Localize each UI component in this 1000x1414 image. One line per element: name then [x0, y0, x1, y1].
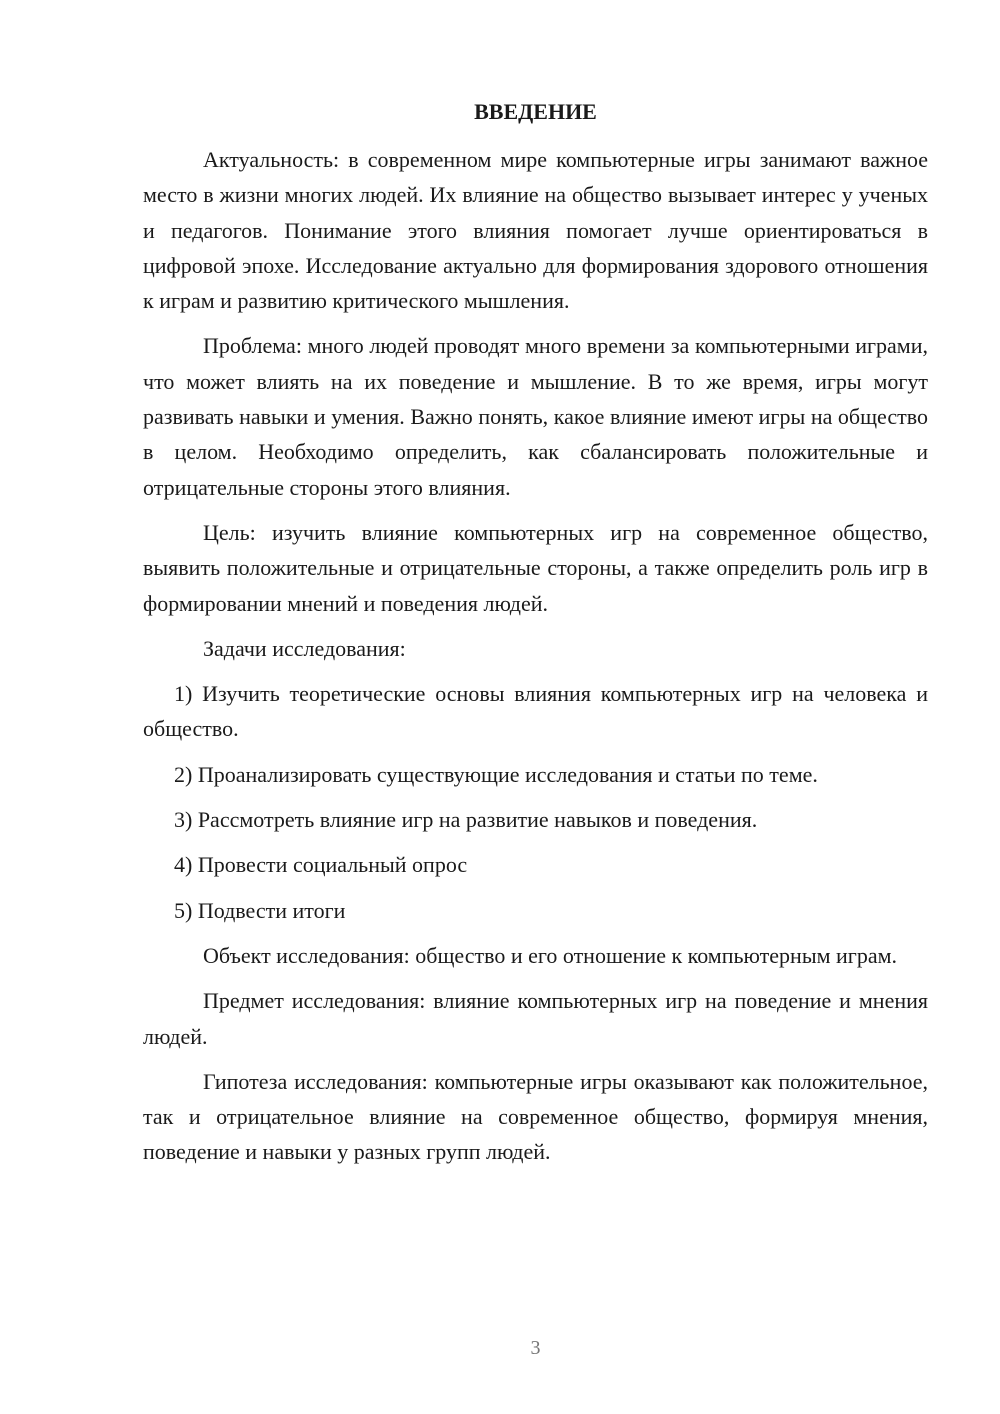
paragraph-hypothesis: Гипотеза исследования: компьютерные игры оказывают как положительное, так и отрицательное влияние на современное общество, формируя мнения, поведение и навыки у разных групп людей. [143, 1068, 928, 1165]
task-item-3: 3) Рассмотреть влияние игр на развитие навыков и поведения. [174, 807, 758, 833]
task-item-4: 4) Провести социальный опрос [174, 852, 468, 878]
task-item-2: 2) Проанализировать существующие исследования и статьи по теме. [174, 761, 818, 787]
task-item-5: 5) Подвести итоги [174, 897, 346, 923]
page-title: ВВЕДЕНИЕ [474, 99, 597, 124]
document-body [143, 142, 928, 1180]
paragraph-tasks-heading: Задачи исследования: [203, 635, 406, 661]
document-page [143, 0, 928, 1414]
paragraph-relevance: Актуальность: в современном мире компьютерные игры занимают важное место в жизни многих людей. Их влияние на общество вызывает интерес у ученых и педагогов. Понимание этого влияния помогает лучше ориентироваться в цифровой эпохе. Исследование актуально для формирования здорового отношения к играм и развитию критического мышления. [143, 147, 928, 314]
paragraph-goal: Цель: изучить влияние компьютерных игр на современное общество, выявить положительные и отрицательные стороны, а также определить роль игр в формировании мнений и поведения людей. [143, 519, 928, 616]
paragraph-subject: Предмет исследования: влияние компьютерных игр на поведение и мнения людей. [143, 988, 928, 1049]
paragraph-problem: Проблема: много людей проводят много времени за компьютерными играми, что может влиять на их поведение и мышление. В то же время, игры могут развивать навыки и умения. Важно понять, какое влияние имеют игры на общество в целом. Необходимо определить, как сбалансировать положительные и отрицательные стороны этого влияния. [143, 333, 928, 500]
paragraph-object: Объект исследования: общество и его отношение к компьютерным играм. [203, 942, 898, 968]
task-item-1: 1) Изучить теоретические основы влияния компьютерных игр на человека и общество. [143, 681, 928, 742]
page-number: 3 [530, 1337, 541, 1359]
